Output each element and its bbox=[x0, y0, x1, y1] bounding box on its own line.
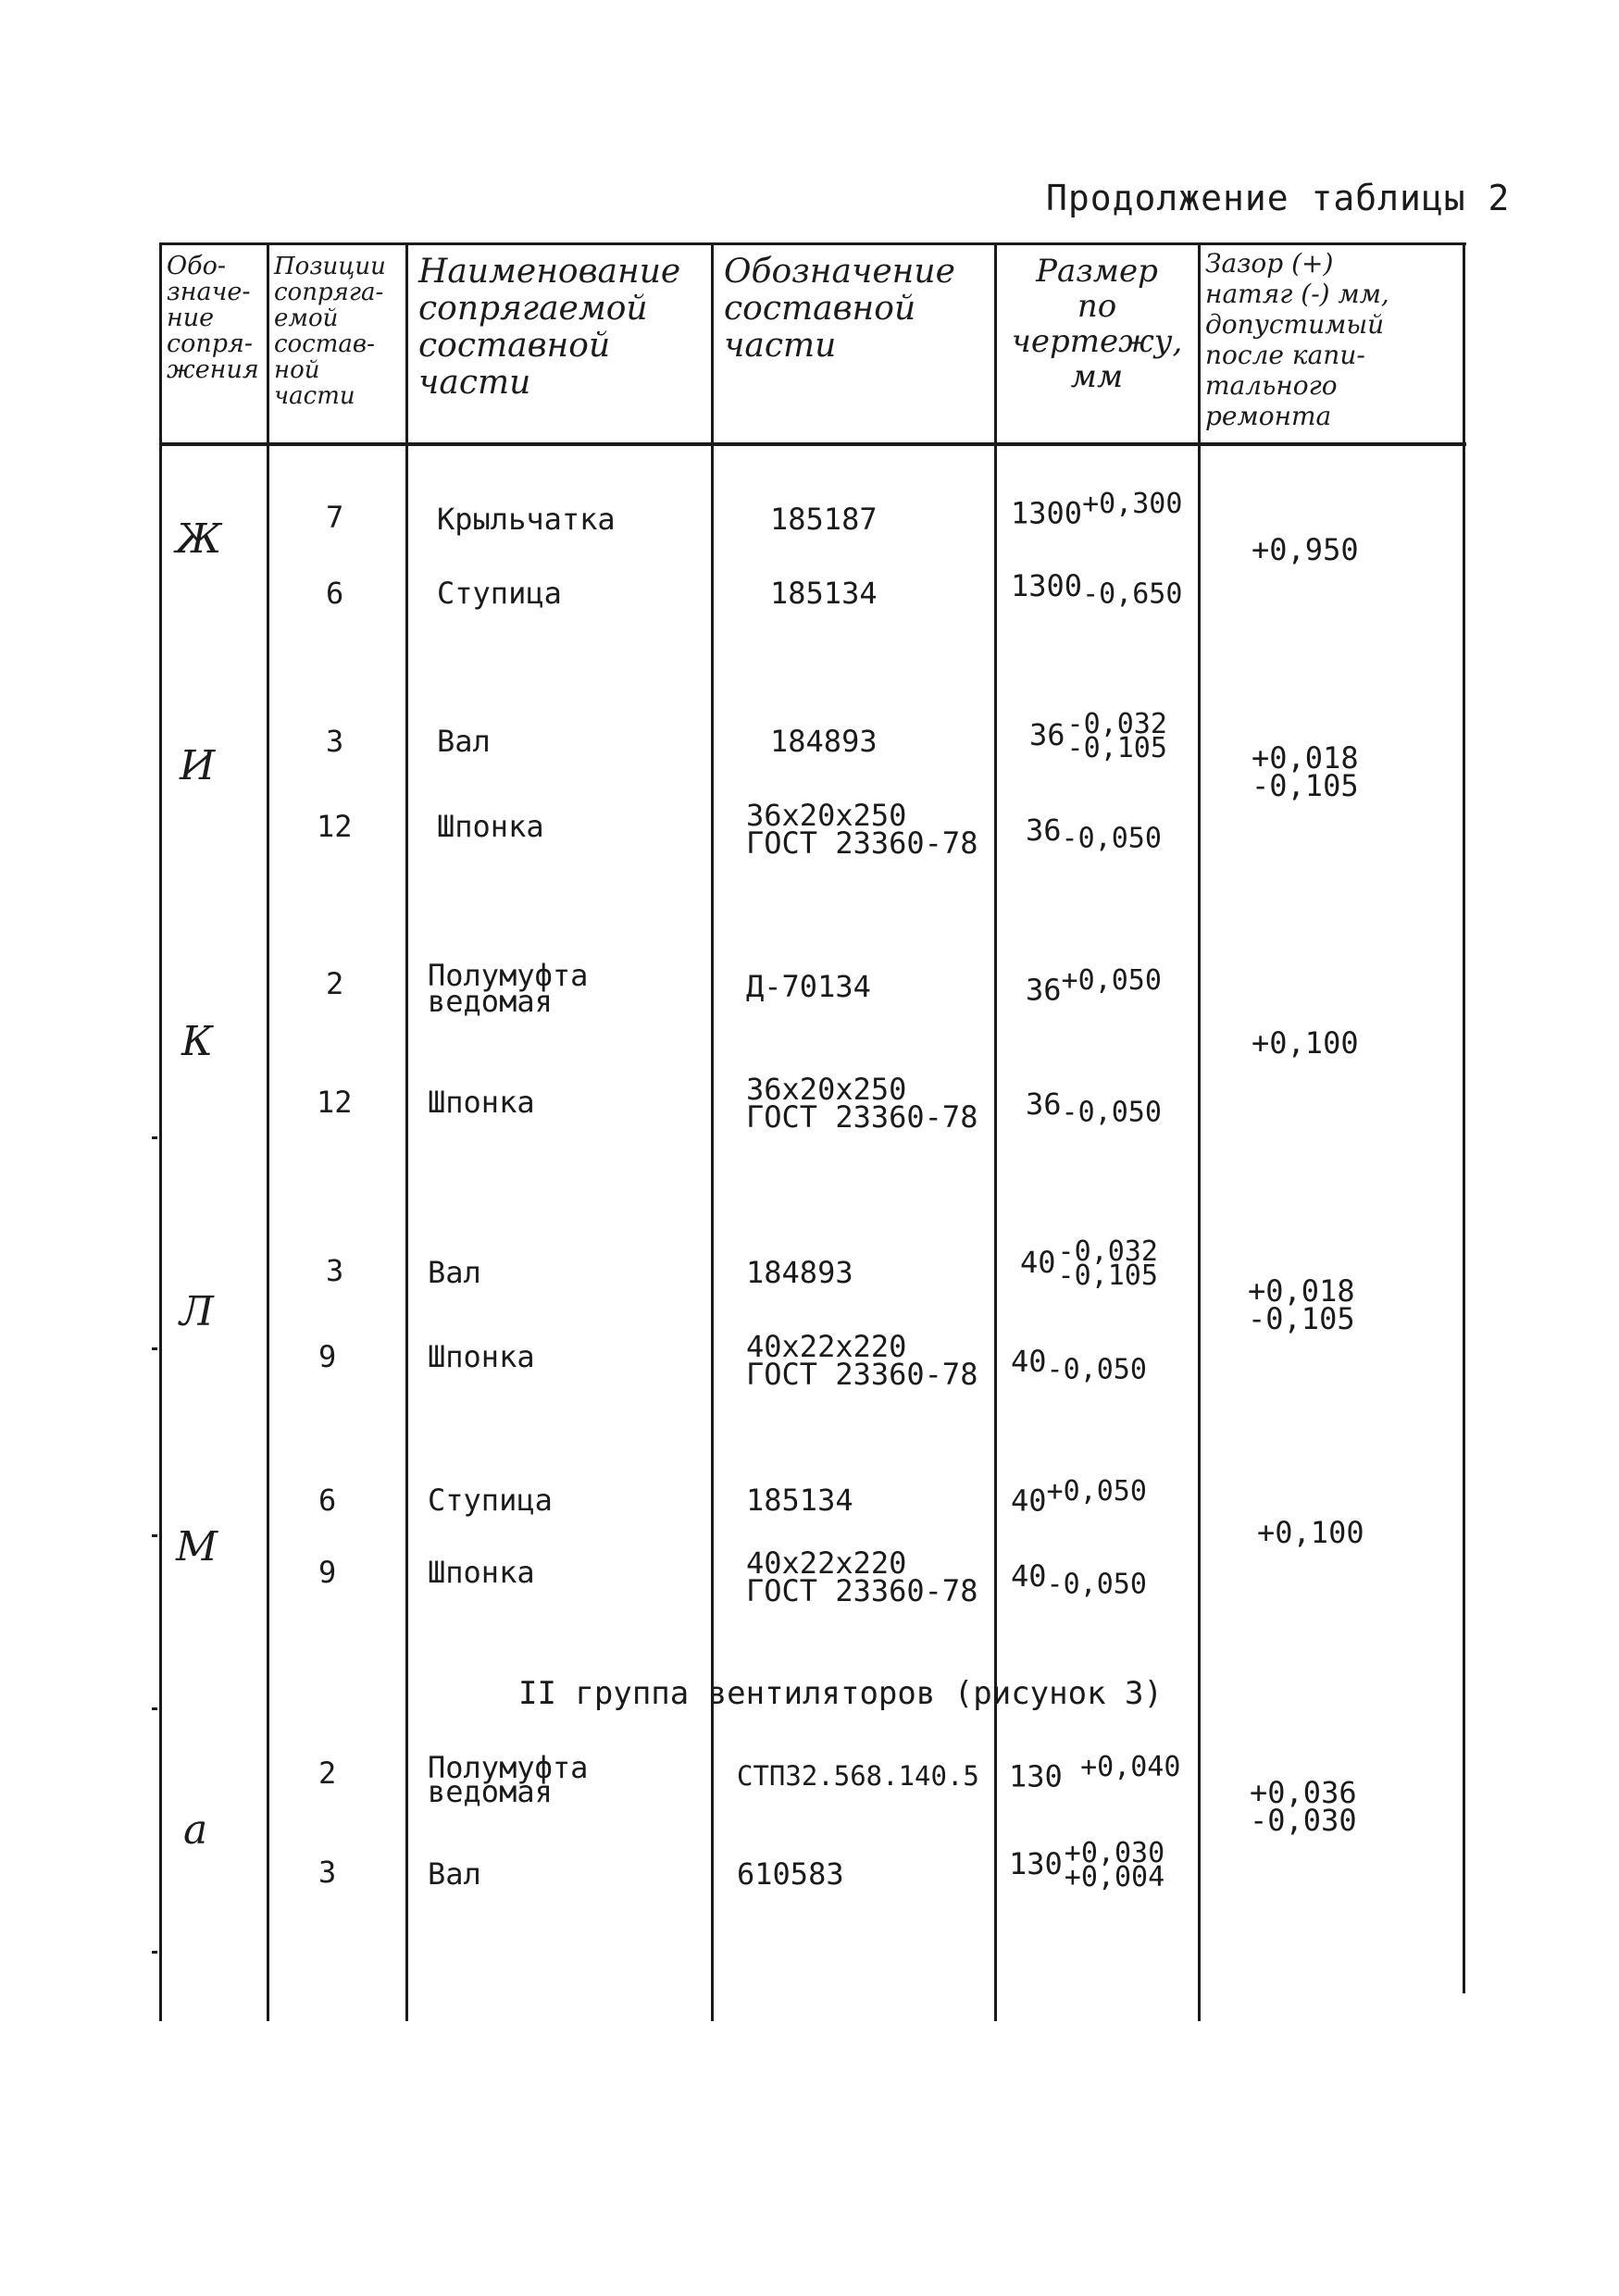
part-name: Шпонка bbox=[437, 809, 544, 844]
col-divider bbox=[267, 242, 269, 2021]
part-position: 9 bbox=[318, 1555, 337, 1590]
margin-tick bbox=[152, 1136, 157, 1139]
table-top-border bbox=[159, 242, 1466, 245]
col-divider bbox=[994, 242, 997, 2021]
size-lower-deviation: -0,050 bbox=[1061, 822, 1162, 855]
size-base: 36 bbox=[1026, 813, 1062, 848]
part-designation: Д-70134 bbox=[746, 969, 871, 1004]
gap-value bbox=[1248, 1273, 1355, 1336]
gap-value: +0,950 bbox=[1252, 532, 1359, 567]
header-gap-text: Зазор (+) натяг (-) мм, допустимый после капи- тального ремонта bbox=[1205, 248, 1389, 431]
part-position: 6 bbox=[326, 576, 344, 611]
gap-upper: +0,018 bbox=[1248, 1273, 1355, 1309]
part-name: Полумуфта ведомая bbox=[428, 1750, 589, 1809]
header-designation bbox=[724, 254, 992, 365]
part-position: 2 bbox=[326, 966, 344, 1001]
part-size bbox=[1029, 708, 1167, 764]
header-name bbox=[418, 254, 707, 402]
gap-lower: -0,105 bbox=[1252, 768, 1359, 803]
gap-lower: -0,030 bbox=[1250, 1803, 1357, 1838]
size-base: 36 bbox=[1026, 1086, 1062, 1122]
part-name: Ступица bbox=[428, 1483, 553, 1518]
part-name: Вал bbox=[428, 1255, 481, 1290]
header-designation-text: Обозначение составной части bbox=[724, 253, 955, 365]
part-position: 6 bbox=[318, 1483, 337, 1518]
margin-tick bbox=[152, 1347, 157, 1350]
size-lower-deviation: -0,050 bbox=[1061, 1096, 1162, 1129]
part-designation: СТП32.568.140.5 bbox=[737, 1760, 979, 1792]
joint-code: К bbox=[181, 1018, 214, 1065]
part-name: Ступица bbox=[437, 576, 562, 611]
size-upper-deviation: -0,032 bbox=[1057, 1235, 1158, 1268]
part-size bbox=[1011, 1475, 1147, 1519]
part-designation: 184893 bbox=[746, 1255, 853, 1290]
part-designation: 185134 bbox=[770, 576, 878, 611]
part-position: 2 bbox=[318, 1756, 337, 1791]
part-designation: 185134 bbox=[746, 1483, 853, 1518]
part-designation: 40х22х220 ГОСТ 23360-78 bbox=[746, 1545, 978, 1608]
part-size bbox=[1011, 488, 1182, 531]
size-base: 40 bbox=[1011, 1483, 1047, 1519]
header-gap bbox=[1205, 248, 1461, 431]
size-upper-deviation: -0,032 bbox=[1066, 708, 1167, 740]
header-size bbox=[998, 254, 1196, 394]
part-name: Вал bbox=[428, 1856, 481, 1892]
size-base: 36 bbox=[1029, 717, 1065, 752]
size-base: 1300 bbox=[1011, 568, 1083, 603]
part-position: 12 bbox=[317, 1085, 353, 1120]
joint-code: И bbox=[180, 742, 216, 789]
size-base: 40 bbox=[1020, 1245, 1056, 1280]
part-size bbox=[1026, 813, 1162, 854]
part-position: 12 bbox=[317, 809, 353, 844]
size-lower-deviation: +0,004 bbox=[1064, 1861, 1165, 1893]
part-designation: 40х22х220 ГОСТ 23360-78 bbox=[746, 1329, 978, 1392]
size-lower-deviation: -0,050 bbox=[1046, 1353, 1147, 1386]
size-tolerance bbox=[1066, 708, 1167, 764]
size-base: 36 bbox=[1026, 972, 1062, 1008]
margin-tick bbox=[152, 1534, 157, 1537]
table-caption: Продолжение таблицы 2 bbox=[1046, 178, 1511, 218]
size-lower-deviation: -0,105 bbox=[1066, 732, 1167, 764]
header-code-text: Обо- значе- ние сопря- жения bbox=[167, 252, 259, 384]
part-designation: 185187 bbox=[770, 502, 878, 537]
margin-tick bbox=[152, 1951, 157, 1954]
size-tolerance bbox=[1064, 1837, 1165, 1893]
part-position: 7 bbox=[326, 500, 344, 535]
part-name: Вал bbox=[437, 724, 491, 759]
part-size bbox=[1020, 1235, 1158, 1292]
part-designation: 36х20х250 ГОСТ 23360-78 bbox=[746, 798, 978, 861]
part-position: 9 bbox=[318, 1339, 337, 1374]
size-upper-deviation: +0,050 bbox=[1061, 964, 1162, 997]
part-name: Полумуфта ведомая bbox=[428, 958, 589, 1019]
header-position bbox=[274, 254, 404, 409]
gap-value bbox=[1250, 1775, 1357, 1838]
header-code bbox=[167, 254, 265, 383]
size-upper-deviation: +0,300 bbox=[1082, 488, 1183, 520]
size-lower-deviation: -0,050 bbox=[1046, 1568, 1147, 1601]
size-upper-deviation: +0,040 bbox=[1080, 1751, 1181, 1783]
part-designation: 184893 bbox=[770, 724, 878, 759]
col-divider bbox=[159, 242, 162, 2021]
part-position: 3 bbox=[326, 724, 344, 759]
gap-value: +0,100 bbox=[1257, 1515, 1364, 1550]
part-size bbox=[1011, 1344, 1147, 1385]
part-name: Шпонка bbox=[428, 1339, 535, 1374]
part-name: Шпонка bbox=[428, 1555, 535, 1590]
part-name: Крыльчатка bbox=[437, 502, 616, 537]
size-upper-deviation: +0,030 bbox=[1064, 1837, 1165, 1869]
joint-code: М bbox=[176, 1523, 218, 1570]
gap-value: +0,100 bbox=[1252, 1025, 1359, 1061]
part-designation: 610583 bbox=[737, 1856, 844, 1892]
margin-tick bbox=[152, 1707, 157, 1710]
gap-lower: -0,105 bbox=[1248, 1301, 1355, 1336]
header-name-text: Наименование сопрягаемой составной части bbox=[418, 253, 681, 402]
col-divider bbox=[711, 242, 714, 2021]
size-lower-deviation: -0,650 bbox=[1082, 577, 1183, 611]
part-size bbox=[1009, 1751, 1180, 1794]
part-size bbox=[1011, 568, 1182, 610]
part-position: 3 bbox=[326, 1253, 344, 1288]
gap-value bbox=[1252, 740, 1359, 803]
col-divider bbox=[1198, 242, 1201, 2021]
size-base: 130 bbox=[1009, 1846, 1063, 1881]
size-base: 1300 bbox=[1011, 495, 1083, 531]
header-size-text: Размер по чертежу, мм bbox=[1011, 253, 1183, 395]
size-base: 40 bbox=[1011, 1344, 1047, 1379]
part-size bbox=[1011, 1558, 1147, 1600]
part-designation: 36х20х250 ГОСТ 23360-78 bbox=[746, 1072, 978, 1135]
data-table bbox=[159, 242, 1466, 2021]
size-base: 40 bbox=[1011, 1558, 1047, 1594]
size-upper-deviation: +0,050 bbox=[1046, 1475, 1147, 1508]
joint-code: Ж bbox=[176, 515, 222, 563]
group-title: II группа вентиляторов (рисунок 3) bbox=[518, 1675, 1163, 1712]
part-size bbox=[1026, 1086, 1162, 1128]
col-divider bbox=[1463, 242, 1465, 1993]
part-position: 3 bbox=[318, 1855, 337, 1890]
size-tolerance bbox=[1057, 1235, 1158, 1292]
size-base: 130 bbox=[1009, 1758, 1063, 1794]
part-size bbox=[1009, 1837, 1165, 1893]
header-bottom-border bbox=[159, 442, 1466, 446]
size-lower-deviation: -0,105 bbox=[1057, 1260, 1158, 1292]
header-position-text: Позиции сопряга- емой состав- ной части bbox=[274, 253, 386, 410]
part-size bbox=[1026, 964, 1162, 1008]
joint-code: Л bbox=[180, 1288, 214, 1335]
part-name: Шпонка bbox=[428, 1085, 535, 1120]
joint-code: а bbox=[183, 1806, 208, 1854]
gap-upper: +0,018 bbox=[1252, 740, 1359, 776]
col-divider bbox=[405, 242, 408, 2021]
gap-upper: +0,036 bbox=[1250, 1775, 1357, 1810]
